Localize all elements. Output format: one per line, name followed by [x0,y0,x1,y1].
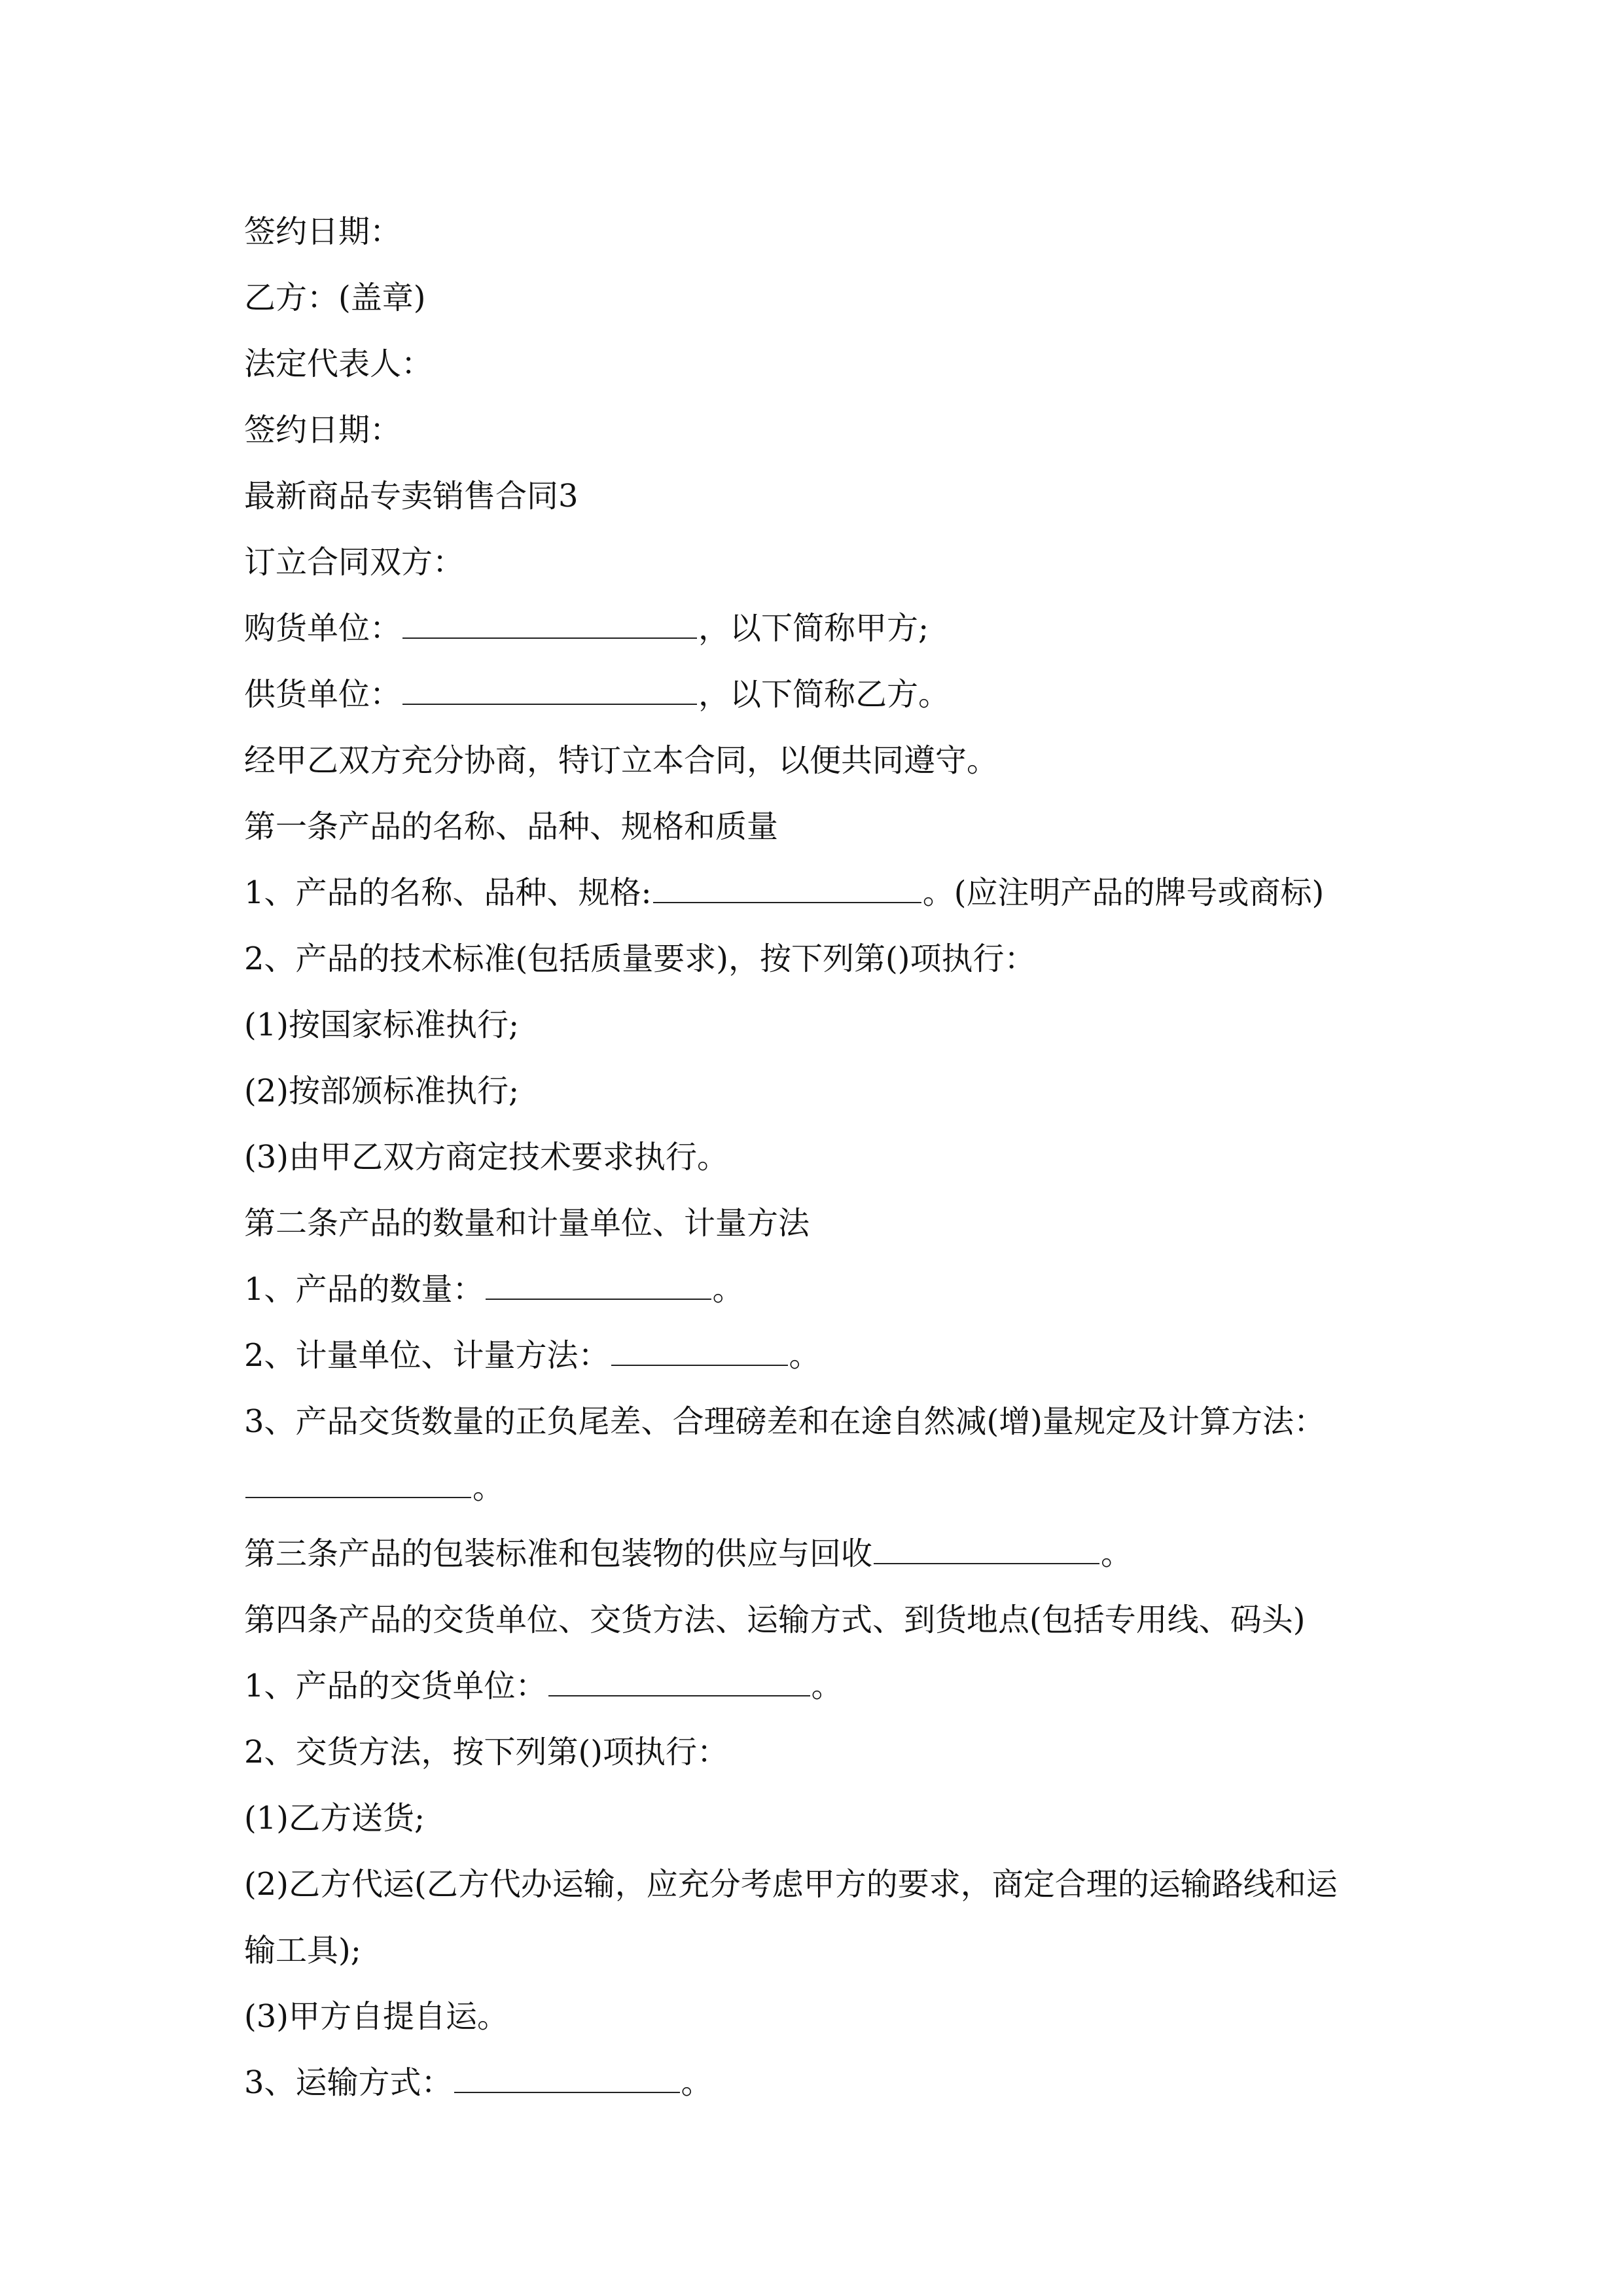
buyer-blank [402,609,697,639]
supplier-shipping-item-cont: 输工具); [244,1932,361,1969]
contract-title: 最新商品专卖销售合同3 [244,478,579,514]
product-name-blank [653,874,921,903]
agreement-statement: 经甲乙双方充分协商，特订立本合同，以便共同遵守。 [244,742,999,779]
supplier-delivery-item: (1)乙方送货; [244,1800,425,1837]
ministry-standard-item: (2)按部颁标准执行; [244,1073,520,1109]
delivery-unit-line: 1、产品的交货单位： 。 [244,1668,843,1704]
tolerance-line: 3、产品交货数量的正负尾差、合理磅差和在途自然减(增)量规定及计算方法： [244,1403,1325,1440]
sign-date-line-2: 签约日期： [244,412,402,448]
sign-date-line: 签约日期： [244,213,402,250]
supplier-shipping-item: (2)乙方代运(乙方代办运输，应充分考虑甲方的要求，商定合理的运输路线和运 [244,1866,1338,1903]
buyer-line: 购货单位： ，以下简称甲方; [244,610,929,647]
party-b-seal-line: 乙方：(盖章) [244,279,426,316]
tech-standard-line: 2、产品的技术标准(包括质量要求)，按下列第()项执行： [244,941,1036,977]
measurement-blank [611,1336,788,1366]
tolerance-blank-line: 。 [244,1455,1383,1521]
supplier-line: 供货单位： ，以下简称乙方。 [244,676,950,713]
buyer-pickup-item: (3)甲方自提自运。 [244,1998,508,2035]
packaging-blank [874,1535,1099,1564]
tolerance-blank [245,1469,471,1498]
delivery-method-line: 2、交货方法，按下列第()项执行： [244,1734,728,1770]
legal-representative-line: 法定代表人： [244,346,433,382]
product-name-line: 1、产品的名称、品种、规格: 。(应注明产品的牌号或商标) [244,874,1325,911]
quantity-line: 1、产品的数量： 。 [244,1271,744,1308]
supplier-blank [402,675,697,705]
article-3-line: 第三条产品的包装标准和包装物的供应与回收 。 [244,1535,1133,1572]
negotiated-standard-item: (3)由甲乙双方商定技术要求执行。 [244,1139,728,1175]
measurement-line: 2、计量单位、计量方法： 。 [244,1337,821,1374]
parties-heading: 订立合同双方： [244,544,465,581]
transport-method-blank [454,2064,680,2093]
contract-body [244,199,1383,2116]
article-2-heading: 第二条产品的数量和计量单位、计量方法 [244,1205,810,1242]
national-standard-item: (1)按国家标准执行; [244,1007,520,1043]
article-1-heading: 第一条产品的名称、品种、规格和质量 [244,808,779,845]
delivery-unit-blank [548,1667,810,1696]
quantity-blank [486,1270,711,1300]
article-4-heading: 第四条产品的交货单位、交货方法、运输方式、到货地点(包括专用线、码头) [244,1602,1306,1638]
transport-method-line: 3、运输方式： 。 [244,2064,713,2101]
